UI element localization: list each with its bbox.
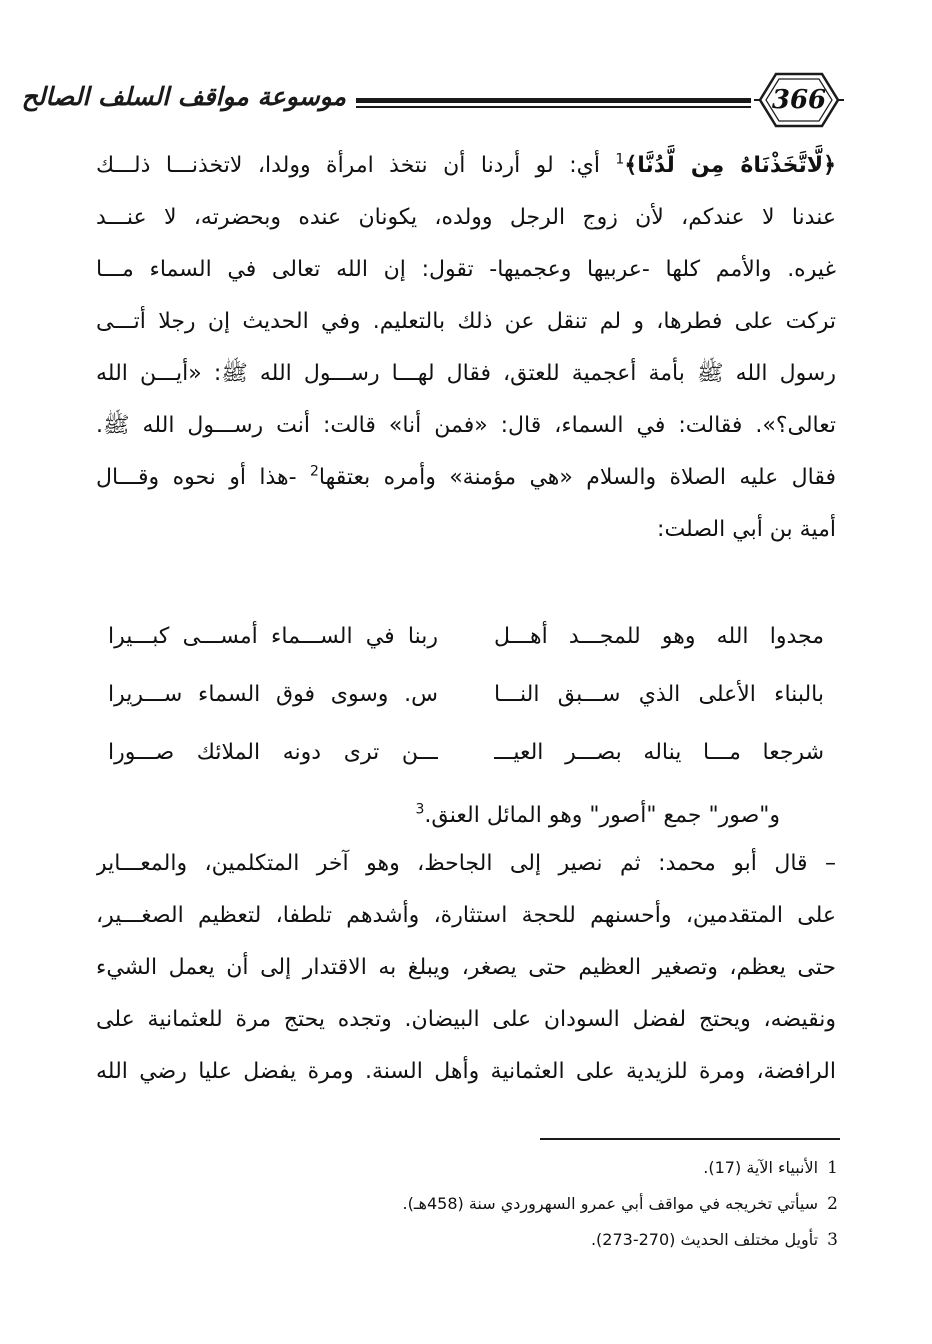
book-title: موسوعة مواقف السلف الصالح: [21, 82, 346, 111]
page-header: [21, 68, 846, 132]
main-text: [96, 140, 836, 556]
footnote-number: 2: [827, 1194, 838, 1214]
text-line: تعالى؟». فقالت: في السماء، قال: «فمن أنا» قالت: أنت رســـول الله ﷺ.: [96, 413, 836, 438]
footnote-separator: [540, 1138, 840, 1140]
text-line: غيره. والأمم كلها -عربيها وعجميها- تقول: إن الله تعالى في السماء مـــا: [96, 257, 836, 282]
text-line: فقال عليه الصلاة والسلام «هي مؤمنة» وأمره بعتقها$^2$ -هذا أو نحوه وقـــال: [96, 463, 836, 490]
text-line: تركت على فطرها، و لم تنقل عن ذلك بالتعليم. وفي الحديث إن رجلا أتـــى: [96, 309, 836, 334]
verse-first-hemistich: مجدوا الله وهو للمجـــد أهـــل: [494, 624, 824, 649]
footnote-number: 1: [827, 1158, 838, 1178]
verse-first-hemistich: بالبناء الأعلى الذي ســـبق النـــا: [494, 682, 824, 707]
text-line: الرافضة، ومرة للزيدية على العثمانية وأهل السنة. ومرة يفضل عليا رضي الله: [96, 1059, 836, 1084]
text-line: ﴿لَّاتَّخَذْنَاهُ مِن لَّدُنَّا﴾$^1$ أي: لو أردنا أن نتخذ امرأة وولدا، لاتخذنـــا ذلـــك: [96, 151, 836, 178]
header-rule: [356, 98, 751, 110]
page-number: 366: [771, 85, 827, 115]
verse-second-hemistich: ـــن ترى دونه الملائك صـــورا: [108, 740, 438, 765]
footnote-text: سيأتي تخريجه في مواقف أبي عمرو السهروردي سنة (458هـ).: [402, 1194, 819, 1213]
poem-note: [96, 790, 836, 842]
text-line: أمية بن أبي الصلت:: [657, 517, 836, 542]
footnote: [96, 1150, 838, 1186]
footnote-number: 3: [827, 1230, 838, 1250]
footnote-text: الأنبياء الآية (17).: [703, 1158, 819, 1177]
text-line: رسول الله ﷺ بأمة أعجمية للعتق، فقال لهـــا رســـول الله ﷺ: «أيـــن الله: [96, 361, 836, 386]
footnote-ref[interactable]: 1: [615, 151, 625, 168]
text-line: عندنا لا عندكم، لأن زوج الرجل وولده، يكونان عنده وبحضرته، لا عنـــد: [96, 205, 836, 230]
footnotes: [96, 1150, 838, 1258]
poem-note-line: و"صور" جمع "أصور" وهو المائل العنق.$^3$: [415, 801, 780, 828]
text-line: ونقيضه، ويحتج لفضل السودان على البيضان. وتجده يحتج مرة للعثمانية على: [96, 1007, 836, 1032]
quran-quote: ﴿لَّاتَّخَذْنَاهُ مِن لَّدُنَّا﴾: [624, 153, 836, 178]
text-line: حتى يعظم، وتصغير العظيم حتى يصغر، ويبلغ به الاقتدار إلى أن يعمل الشيء: [96, 955, 836, 980]
poem: [96, 608, 836, 782]
verse-second-hemistich: ربنا في الســـماء أمســـى كبـــيرا: [108, 624, 438, 649]
text-line: على المتقدمين، وأحسنهم للحجة استثارة، وأشدهم تلطفا، لتعظيم الصغـــير،: [96, 903, 836, 928]
footnote: [96, 1186, 838, 1222]
footnote-text: تأويل مختلف الحديث (270-273).: [590, 1230, 819, 1249]
poem-verse: [96, 666, 836, 724]
paragraph-2: [96, 838, 836, 1098]
text-line: – قال أبو محمد: ثم نصير إلى الجاحظ، وهو آخر المتكلمين، والمعـــاير: [96, 851, 836, 876]
verse-second-hemistich: س. وسوى فوق السماء ســـريرا: [108, 682, 438, 707]
verse-first-hemistich: شرجعا مـــا يناله بصـــر العيـــ: [494, 740, 824, 765]
poem-verse: [96, 724, 836, 782]
footnote-ref[interactable]: 2: [309, 463, 319, 480]
footnote: [96, 1222, 838, 1258]
header-rule-thin: [356, 106, 751, 108]
page-number-badge: [754, 68, 844, 132]
footnote-ref[interactable]: 3: [415, 801, 425, 818]
poem-verse: [96, 608, 836, 666]
header-rule-thick: [356, 98, 751, 103]
